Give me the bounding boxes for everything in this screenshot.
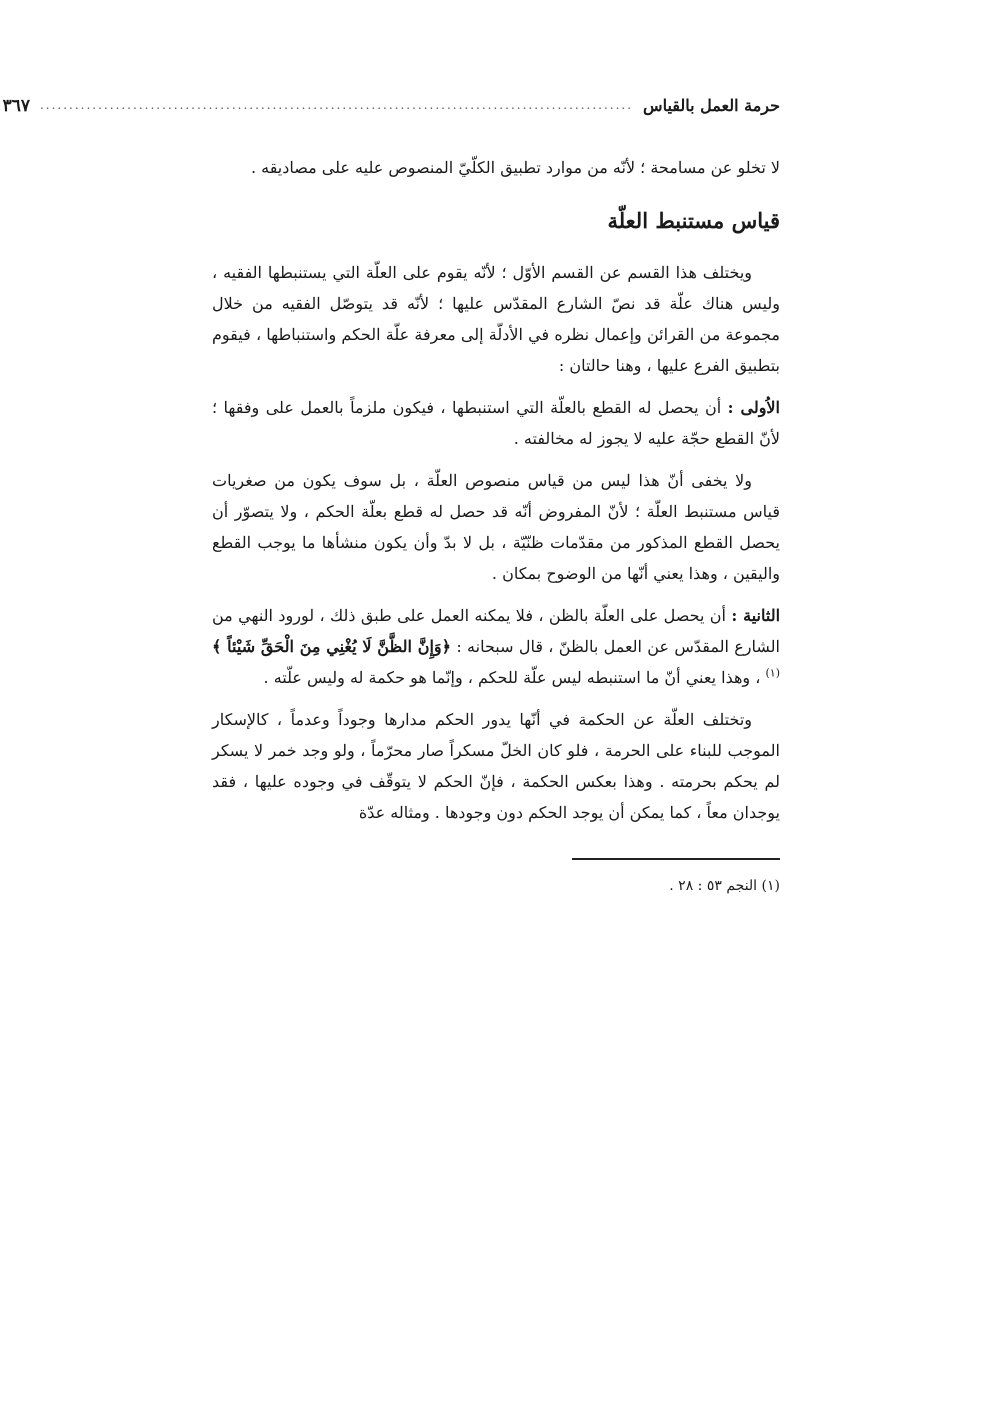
footnote-marker: (١) bbox=[761, 878, 780, 894]
document-page bbox=[2, 96, 781, 898]
case-two-text-after-quote: ، وهذا يعني أنّ ما استنبطه ليس علّة للحكم ، وإنّما هو حكمة له وليس علّته . bbox=[263, 668, 766, 687]
section-title: قياس مستنبط العلّة bbox=[607, 208, 780, 233]
footnote bbox=[212, 874, 780, 898]
continuation-line: لا تخلو عن مسامحة ؛ لأنّه من موارد تطبيق الكلّيّ المنصوص عليه على مصاديقه . bbox=[250, 158, 780, 177]
leader-dots: ...................................................................................................... bbox=[39, 98, 634, 112]
running-title: حرمة العمل بالقياس bbox=[643, 96, 780, 115]
case-one-text: أن يحصل له القطع بالعلّة التي استنبطها ، فيكون ملزماً بالعمل على وفقها ؛ لأنّ القطع حجّة عليه لا يجوز له مخالفته . bbox=[212, 398, 780, 448]
case-one-label: الاُولى : bbox=[727, 398, 781, 417]
case-one-paragraph bbox=[212, 392, 780, 454]
footnote-reference[interactable]: (١) bbox=[765, 666, 780, 680]
case-two-label: الثانية : bbox=[731, 606, 781, 625]
quran-quote: ﴿وَإِنَّ الظَّنَّ لَا يُغْنِي مِنَ الْحَقِّ شَيْئاً ﴾ bbox=[212, 637, 452, 656]
wisdom-paragraph: وتختلف العلّة عن الحكمة في أنّها يدور الحكم مدارها وجوداً وعدماً ، كالإسكار الموجب للبناء على الحرمة ، فلو كان الخلّ مسكراً صار محرّماً ، ولو وجد خمر لا يسكر لم يحكم بحرمته . وهذا بعكس الحكمة ، فإنّ الحكم لا يتوقّف في وجوده عليها ، فقد يوجدان معاً ، كما يمكن أن يوجد الحكم دون وجودها . ومثاله عدّة bbox=[212, 710, 780, 822]
footnote-text: النجم ٥٣ : ٢٨ . bbox=[669, 878, 758, 894]
case-two-text-before-quote: أن يحصل على العلّة بالظن ، فلا يمكنه العمل على طبق ذلك ، لورود النهي من الشارع المقدّس عن العمل بالظنّ ، قال سبحانه : bbox=[212, 606, 781, 656]
page-number: ٣٦٧ bbox=[2, 96, 30, 116]
running-header bbox=[2, 96, 780, 130]
intro-paragraph: ويختلف هذا القسم عن القسم الأوّل ؛ لأنّه يقوم على العلّة التي يستنبطها الفقيه ، وليس هناك علّة قد نصّ الشارع المقدّس عليها ؛ لأنّه قد يتوصّل الفقيه من خلال مجموعة من القرائن وإعمال نظره في الأدلّة إلى معرفة علّة الحكم واستنباطها ، فيقوم بتطبيق الفرع عليها ، وهنا حالتان : bbox=[212, 263, 780, 375]
case-two-paragraph bbox=[212, 600, 780, 693]
case-one-note-paragraph: ولا يخفى أنّ هذا ليس من قياس منصوص العلّة ، بل سوف يكون من صغريات قياس مستنبط العلّة ؛ لأنّ المفروض أنّه قد حصل له قطع بعلّة الحكم ، ولا يتصوّر أن يحصل القطع المذكور من مقدّمات ظنّيّة ، بل لا بدّ وأن يكون منشأها ما يوجب القطع واليقين ، وهذا يعني أنّها من الوضوح بمكان . bbox=[212, 471, 780, 583]
footnote-separator bbox=[572, 858, 780, 860]
